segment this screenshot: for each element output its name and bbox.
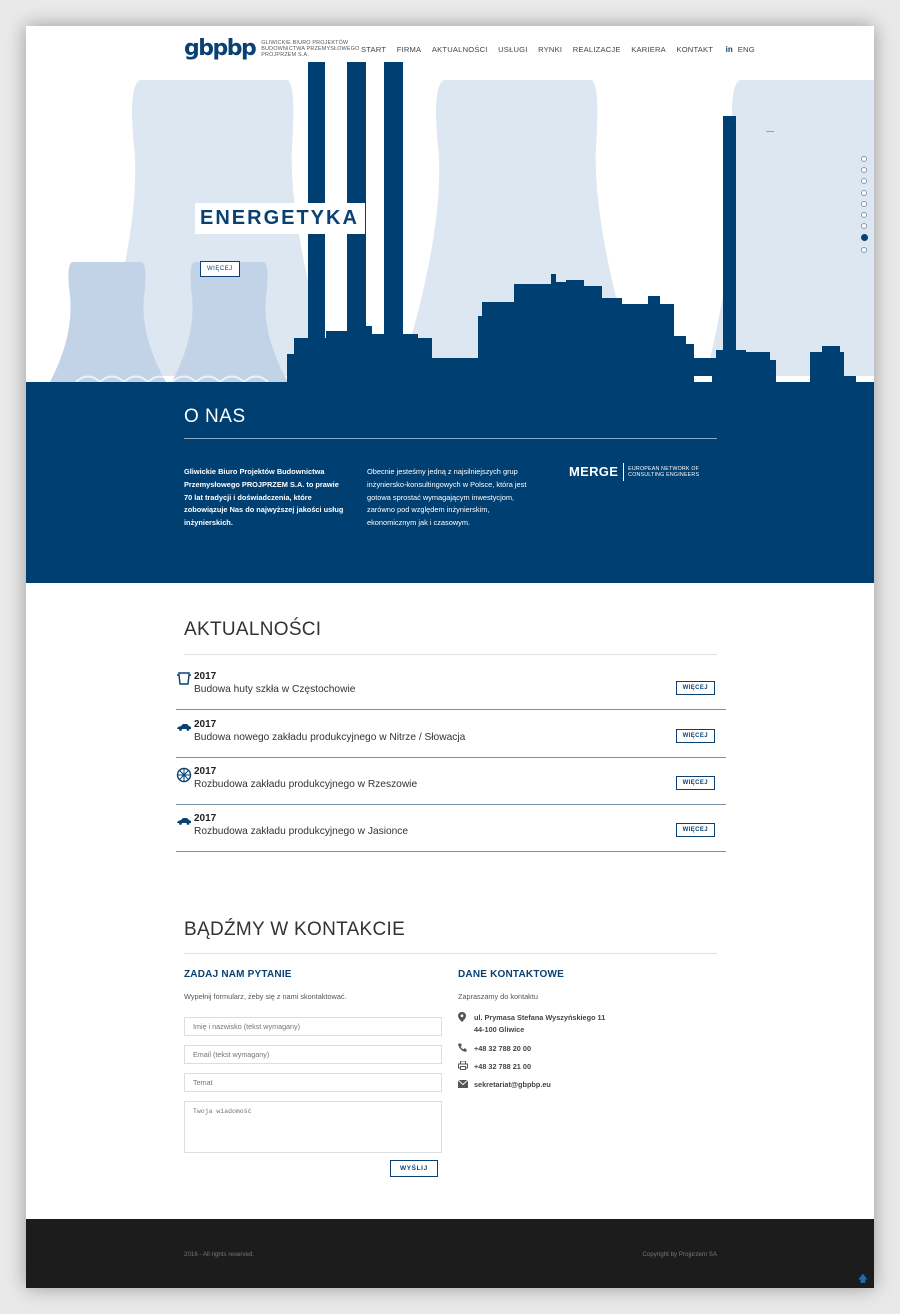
email-address[interactable]: sekretariat@gbpbp.eu <box>474 1080 551 1089</box>
nav-kontakt[interactable]: KONTAKT <box>676 45 714 54</box>
slider-dot[interactable] <box>861 234 868 241</box>
details-intro: Zapraszamy do kontaktu <box>458 992 538 1001</box>
nav-firma[interactable]: FIRMA <box>396 45 422 54</box>
contact-section <box>26 883 874 1219</box>
nav-realizacje[interactable]: REALIZACJE <box>572 45 621 54</box>
slider-dot[interactable] <box>861 178 867 184</box>
slider-dot[interactable] <box>861 201 867 207</box>
logo-mark: gbpbp <box>184 36 256 61</box>
news-section <box>26 583 874 883</box>
map-pin-icon <box>458 1012 474 1036</box>
footer-rights: 2016 - All rights reserved. <box>184 1251 255 1258</box>
address-line1: ul. Prymasa Stefana Wyszyńskiego 11 <box>474 1013 606 1022</box>
news-item[interactable] <box>176 711 726 758</box>
site-header <box>26 26 874 72</box>
car-icon <box>176 814 192 828</box>
envelope-icon <box>458 1079 474 1091</box>
form-intro: Wypełnij formularz, żeby się z nami skontaktować. <box>184 992 347 1001</box>
about-divider <box>184 438 717 439</box>
slider-dot[interactable] <box>861 190 867 196</box>
printer-icon <box>458 1061 474 1073</box>
hero-title: ENERGETYKA <box>195 203 365 234</box>
subject-field[interactable] <box>184 1073 442 1092</box>
phone-number[interactable]: +48 32 788 20 00 <box>474 1044 532 1053</box>
language-switch[interactable]: ENG <box>737 45 755 54</box>
about-section <box>26 382 874 583</box>
hero-more-button[interactable]: WIĘCEJ <box>200 261 240 277</box>
about-text: Obecnie jesteśmy jedną z najsilniejszych grup inżyniersko-konsultingowych w Polsce, która jest gotowa sprostać wymagającym inwestycjom, zarówno pod względem inżynierskim, ekonomicznym jak i czasowym. <box>367 467 527 528</box>
fax <box>458 1061 531 1073</box>
email <box>458 1079 551 1091</box>
slider-dot[interactable] <box>861 223 867 229</box>
details-title: DANE KONTAKTOWE <box>458 969 564 980</box>
contact-title: BĄDŹMY W KONTAKCIE <box>184 919 406 940</box>
nav-kariera[interactable]: KARIERA <box>631 45 666 54</box>
news-title: AKTUALNOŚCI <box>184 619 322 640</box>
page <box>26 26 874 1288</box>
merge-logo[interactable] <box>569 463 704 481</box>
news-more-button[interactable]: WIĘCEJ <box>676 729 715 743</box>
news-more-button[interactable]: WIĘCEJ <box>676 776 715 790</box>
slider-dot[interactable] <box>861 167 867 173</box>
power-plant-illustration <box>26 26 874 382</box>
fax-number: +48 32 788 21 00 <box>474 1062 532 1071</box>
company-logo[interactable] <box>184 38 365 60</box>
news-more-button[interactable]: WIĘCEJ <box>676 823 715 837</box>
about-intro: Gliwickie Biuro Projektów Budownictwa Przemysłowego PROJPRZEM S.A. to prawie 70 lat tradycji i doświadczenia, które zobowiązuje Nas do najwyższej jakości usług inżynierskich. <box>184 467 344 528</box>
news-year: 2017 <box>194 671 217 682</box>
site-footer <box>26 1219 874 1288</box>
nav-aktualnosci[interactable]: AKTUALNOŚCI <box>431 45 488 54</box>
news-divider <box>184 654 717 655</box>
linkedin-icon[interactable]: in <box>725 45 733 54</box>
news-headline: Rozbudowa zakładu produkcyjnego w Rzeszowie <box>194 779 418 790</box>
email-field[interactable] <box>184 1045 442 1064</box>
footer-copyright: Copyright by Projprzem SA <box>642 1251 717 1258</box>
merge-subtitle: EUROPEAN NETWORK OF CONSULTING ENGINEERS <box>628 466 700 478</box>
slider-dot[interactable] <box>861 247 867 253</box>
car-icon <box>176 720 192 734</box>
hero-slider <box>26 26 874 382</box>
wheel-icon <box>176 767 192 781</box>
logo-text: GLIWICKIE BIURO PROJEKTÓW BUDOWNICTWA PRZEMYSŁOWEGO PROJPRZEM S.A. <box>261 40 360 58</box>
form-title: ZADAJ NAM PYTANIE <box>184 969 292 980</box>
phone-icon <box>458 1043 474 1055</box>
nav-uslugi[interactable]: USŁUGI <box>498 45 528 54</box>
name-field[interactable] <box>184 1017 442 1036</box>
scroll-top-icon[interactable]: 🡅 <box>857 1274 868 1285</box>
nav-start[interactable]: START <box>361 45 387 54</box>
news-headline: Budowa nowego zakładu produkcyjnego w Nitrze / Słowacja <box>194 732 466 743</box>
news-item[interactable] <box>176 758 726 805</box>
news-headline: Rozbudowa zakładu produkcyjnego w Jasionce <box>194 826 409 837</box>
news-item[interactable] <box>176 805 726 852</box>
slider-dot[interactable] <box>861 156 867 162</box>
news-year: 2017 <box>194 719 217 730</box>
message-field[interactable] <box>184 1101 442 1153</box>
news-item[interactable] <box>176 663 726 710</box>
contact-divider <box>184 953 717 954</box>
slider-dots <box>861 156 868 258</box>
glass-furnace-icon <box>176 672 192 686</box>
news-headline: Budowa huty szkła w Częstochowie <box>194 684 356 695</box>
news-year: 2017 <box>194 813 217 824</box>
merge-word: MERGE <box>569 463 624 481</box>
send-button[interactable]: WYŚLIJ <box>390 1160 438 1177</box>
news-more-button[interactable]: WIĘCEJ <box>676 681 715 695</box>
nav-rynki[interactable]: RYNKI <box>538 45 563 54</box>
phone <box>458 1043 531 1055</box>
news-year: 2017 <box>194 766 217 777</box>
about-title: O NAS <box>184 406 246 427</box>
address <box>458 1012 605 1036</box>
main-nav <box>361 45 755 54</box>
slider-dot[interactable] <box>861 212 867 218</box>
address-line2: 44-100 Gliwice <box>474 1025 525 1034</box>
